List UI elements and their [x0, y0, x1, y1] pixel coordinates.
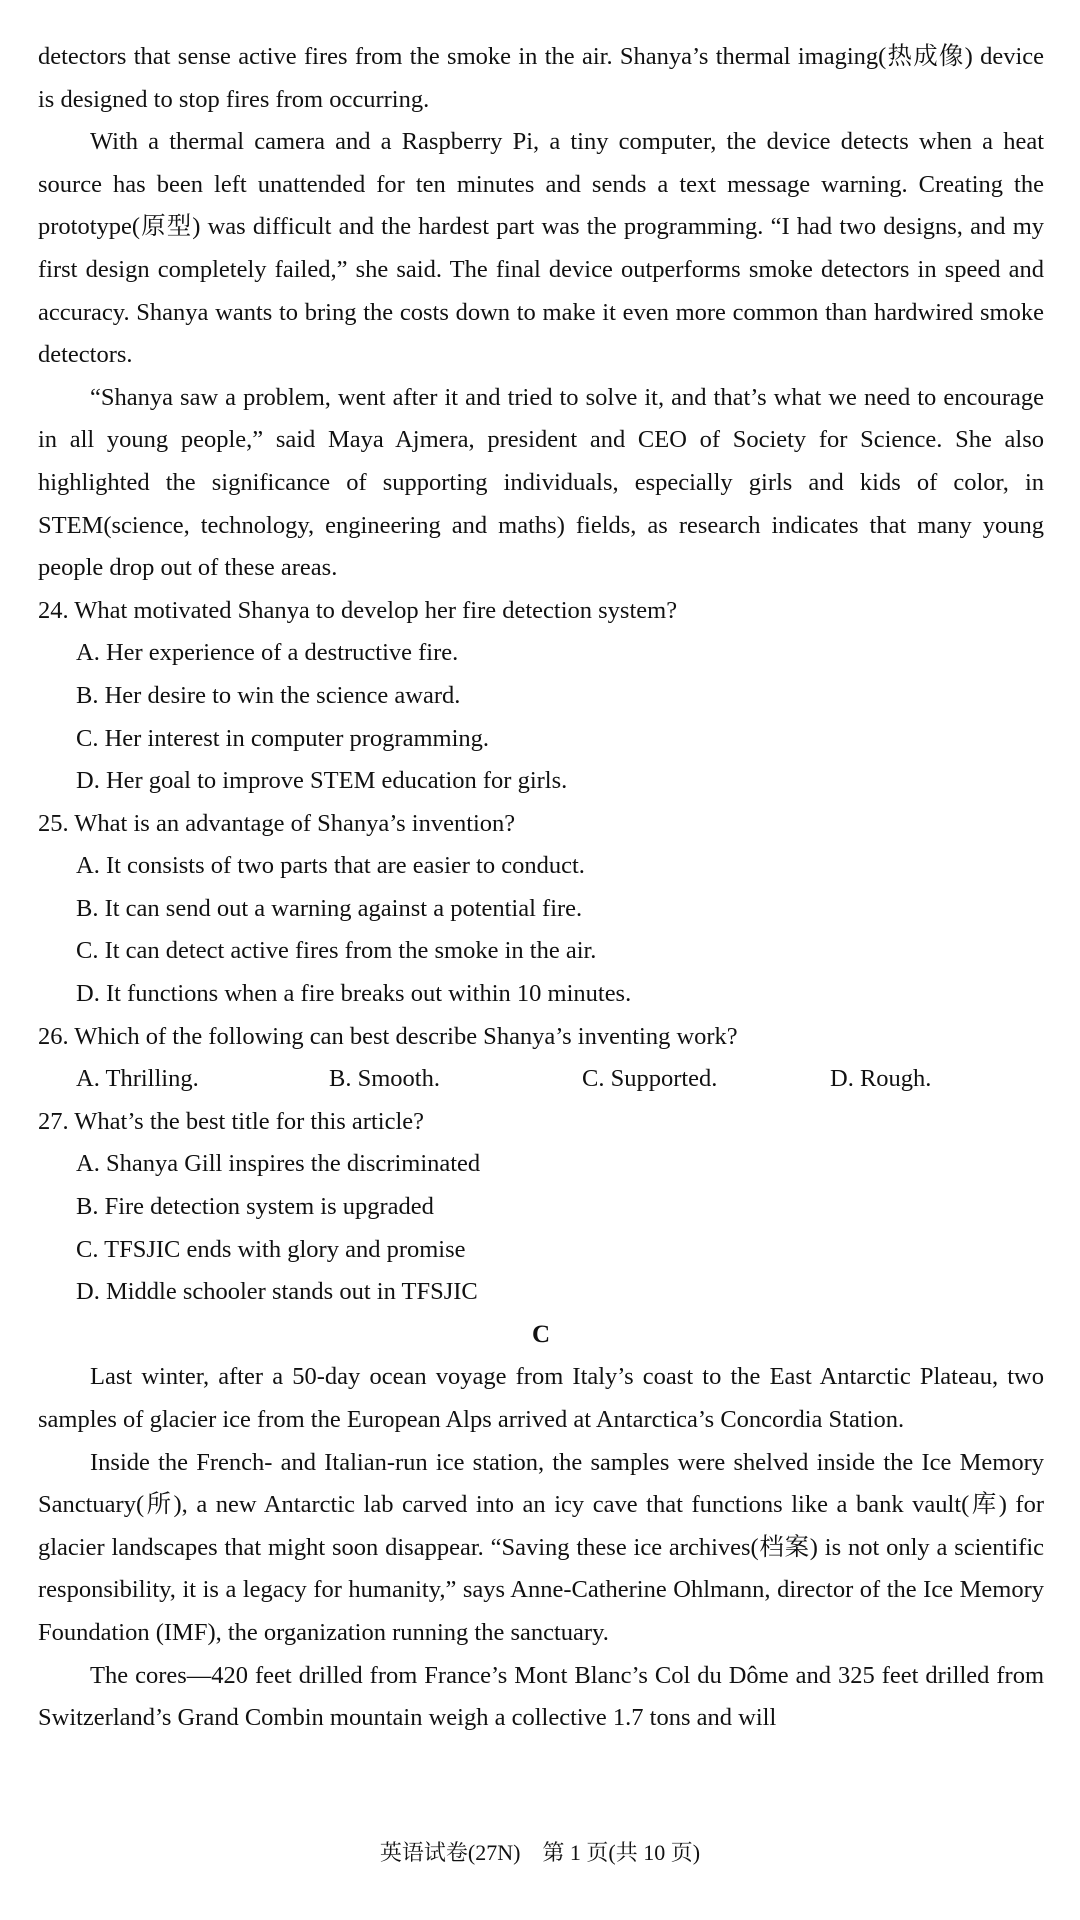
question-25-stem: 25. What is an advantage of Shanya’s invention? — [38, 809, 516, 837]
passage-c-paragraph-3: The cores—420 feet drilled from France’s Mont Blanc’s Col du Dôme and 325 feet drilled from Switzerland’s Grand Combin mountain weigh a collective 1.7 tons and will — [38, 1661, 1044, 1732]
passage-c-paragraph-2: Inside the French- and Italian-run ice station, the samples were shelved inside the Ice Memory Sanctuary(所), a new Antarctic lab carved into an icy cave that functions like a bank vault(库) for glacier landscapes that might soon disappear. “Saving these ice archives(档案) is not only a scientific responsibility, it is a legacy for humanity,” says Anne-Catherine Ohlmann, director of the Ice Memory Foundation (IMF), the organization running the sanctuary. — [38, 1448, 1044, 1646]
question-27-option-c: C. TFSJIC ends with glory and promise — [76, 1235, 466, 1263]
question-27-option-a: A. Shanya Gill inspires the discriminated — [76, 1150, 481, 1178]
question-24-option-b: B. Her desire to win the science award. — [76, 681, 461, 709]
question-25-option-c: C. It can detect active fires from the smoke in the air. — [76, 937, 597, 965]
section-c-heading: C — [531, 1320, 551, 1348]
question-25-option-d: D. It functions when a fire breaks out within 10 minutes. — [76, 980, 632, 1008]
passage-b-paragraph-2: With a thermal camera and a Raspberry Pi, a tiny computer, the device detects when a heat source has been left unattended for ten minutes and sends a text message warning. Creating the prototype(原型) was difficult and the hardest part was the programming. “I had two designs, and my first design completely failed,” she said. The final device outperforms smoke detectors in speed and accuracy. Shanya wants to bring the costs down to make it even more common than hardwired smoke detectors. — [38, 128, 1044, 369]
question-26-option-d: D. Rough. — [830, 1065, 932, 1093]
question-27-stem: 27. What’s the best title for this article? — [38, 1107, 424, 1135]
question-26-option-b: B. Smooth. — [329, 1065, 440, 1093]
question-24-option-c: C. Her interest in computer programming. — [76, 724, 489, 752]
question-26-option-c: C. Supported. — [582, 1065, 718, 1093]
question-25-option-b: B. It can send out a warning against a potential fire. — [76, 894, 583, 922]
question-26-option-a: A. Thrilling. — [76, 1065, 199, 1093]
question-26-stem: 26. Which of the following can best describe Shanya’s inventing work? — [38, 1022, 738, 1050]
page-footer: 英语试卷(27N) 第 1 页(共 10 页) — [379, 1840, 701, 1865]
question-25 — [38, 803, 1044, 1016]
question-24-option-a: A. Her experience of a destructive fire. — [76, 639, 459, 667]
passage-c-paragraph-1: Last winter, after a 50-day ocean voyage from Italy’s coast to the East Antarctic Plateau, two samples of glacier ice from the European Alps arrived at Antarctica’s Concordia Station. — [38, 1363, 1044, 1433]
passage-b-paragraph-1: detectors that sense active fires from the smoke in the air. Shanya’s thermal imaging(热成像) device is designed to stop fires from occurring. — [38, 43, 1044, 113]
question-24 — [38, 590, 1044, 803]
question-25-option-a: A. It consists of two parts that are easier to conduct. — [76, 852, 585, 880]
question-26 — [38, 1016, 1044, 1101]
passage-b-paragraph-3: “Shanya saw a problem, went after it and tried to solve it, and that’s what we need to encourage in all young people,” said Maya Ajmera, president and CEO of Society for Science. She also highlighted the significance of supporting individuals, especially girls and kids of color, in STEM(science, technology, engineering and maths) fields, as research indicates that many young people drop out of these areas. — [38, 383, 1044, 582]
question-26-options — [76, 1058, 1044, 1101]
question-27-option-d: D. Middle schooler stands out in TFSJIC — [76, 1278, 478, 1306]
question-24-stem: 24. What motivated Shanya to develop her fire detection system? — [38, 596, 678, 624]
question-27 — [38, 1101, 1044, 1314]
question-27-option-b: B. Fire detection system is upgraded — [76, 1193, 434, 1221]
question-24-option-d: D. Her goal to improve STEM education for girls. — [76, 767, 568, 795]
